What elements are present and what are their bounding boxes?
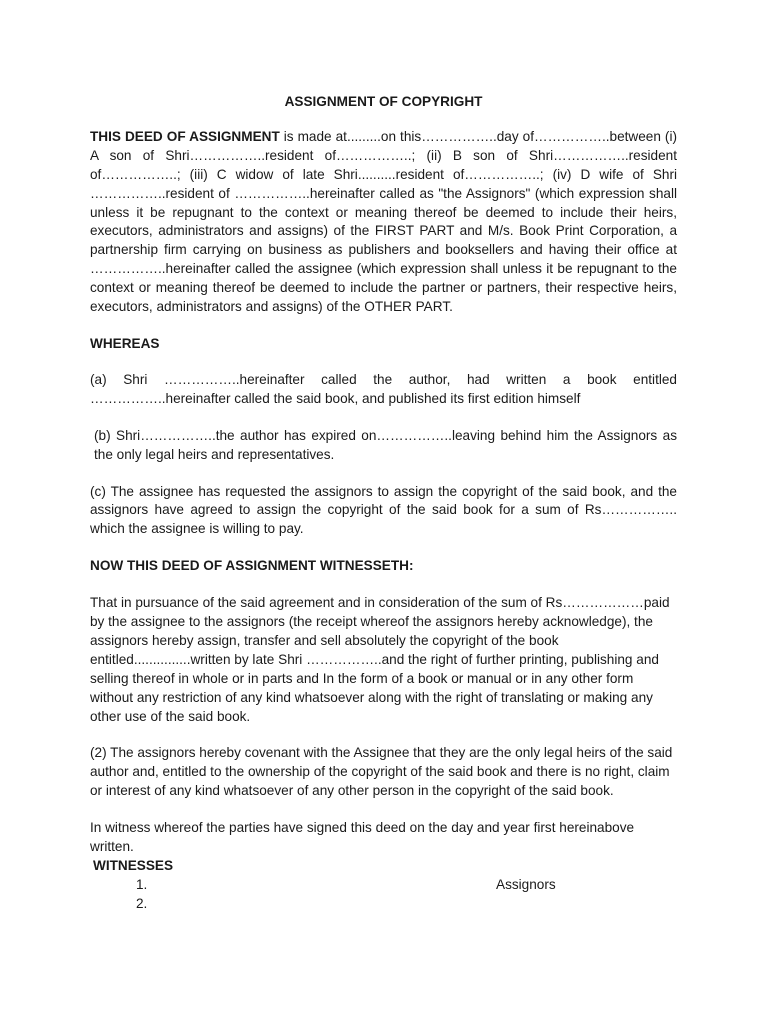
clause-1: That in pursuance of the said agreement and in consideration of the sum of Rs………………paid by the assignee to the assignors (the receipt whereof the assignors hereby acknowledge), the assignors hereby assign, transfer and sell absolutely the copyright of the book entitled...............written by late Shri ……………..and the right of further printing, publishing and selling thereof in whole or in parts and In the form of a book or manual or in any other form without any restriction of any kind whatsoever along with the right of translating or making any other use of the said book.	[90, 595, 670, 724]
witness-row-1	[90, 876, 677, 895]
in-witness-paragraph: In witness whereof the parties have signed this deed on the day and year first hereinabove written.	[90, 820, 635, 855]
witnesseth-heading: NOW THIS DEED OF ASSIGNMENT WITNESSETH:	[90, 558, 414, 574]
clause-2: (2) The assignors hereby covenant with the Assignee that they are the only legal heirs of the said author and, entitled to the ownership of the copyright of the said book and there is no right, claim or interest of any kind whatsoever of any other person in the copyright of the said book.	[90, 745, 673, 799]
document-page	[90, 93, 677, 914]
whereas-clause-a: (a) Shri ……………..hereinafter called the author, had written a book entitled ……………..hereinafter called the said book, and published its first edition himself	[90, 371, 677, 406]
assignors-label: Assignors	[496, 876, 556, 892]
whereas-clause-b: (b) Shri……………..the author has expired on……………..leaving behind him the Assignors as the only legal heirs and representatives.	[94, 427, 677, 462]
witness-number-2: 2.	[136, 895, 148, 911]
intro-paragraph	[90, 128, 677, 317]
whereas-heading: WHEREAS	[90, 335, 160, 351]
witnesses-heading: WITNESSES	[93, 858, 174, 873]
witness-row-2	[90, 895, 677, 914]
intro-text: is made at.........on this……………..day of……………..between (i) A son of Shri……………..resident of……………..; (ii) B son of Shri……………..resident of……………..; (iii) C widow of late Shri..........resident of……………..; (iv) D wife of Shri ……………..resident of ……………..hereinafter called as "the Assignors" (which expression shall unless it be repugnant to the context or meaning thereof be deemed to include their heirs, executors, administrators and assigns) of the FIRST PART and M/s. Book Print Corporation, a partnership firm carrying on business as publishers and booksellers and having their office at ……………..hereinafter called the assignee (which expression shall unless it be repugnant to the context or meaning thereof be deemed to include the partner or partners, their respective heirs, executors, administrators and assigns) of the OTHER PART.	[90, 128, 677, 315]
intro-bold-text: THIS DEED OF ASSIGNMENT	[90, 128, 280, 144]
document-title: ASSIGNMENT OF COPYRIGHT	[284, 94, 483, 109]
witness-number-1: 1.	[136, 876, 148, 892]
whereas-clause-c: (c) The assignee has requested the assignors to assign the copyright of the said book, and the assignors have agreed to assign the copyright of the said book for a sum of Rs…………….. which the assignee is willing to pay.	[90, 483, 677, 537]
